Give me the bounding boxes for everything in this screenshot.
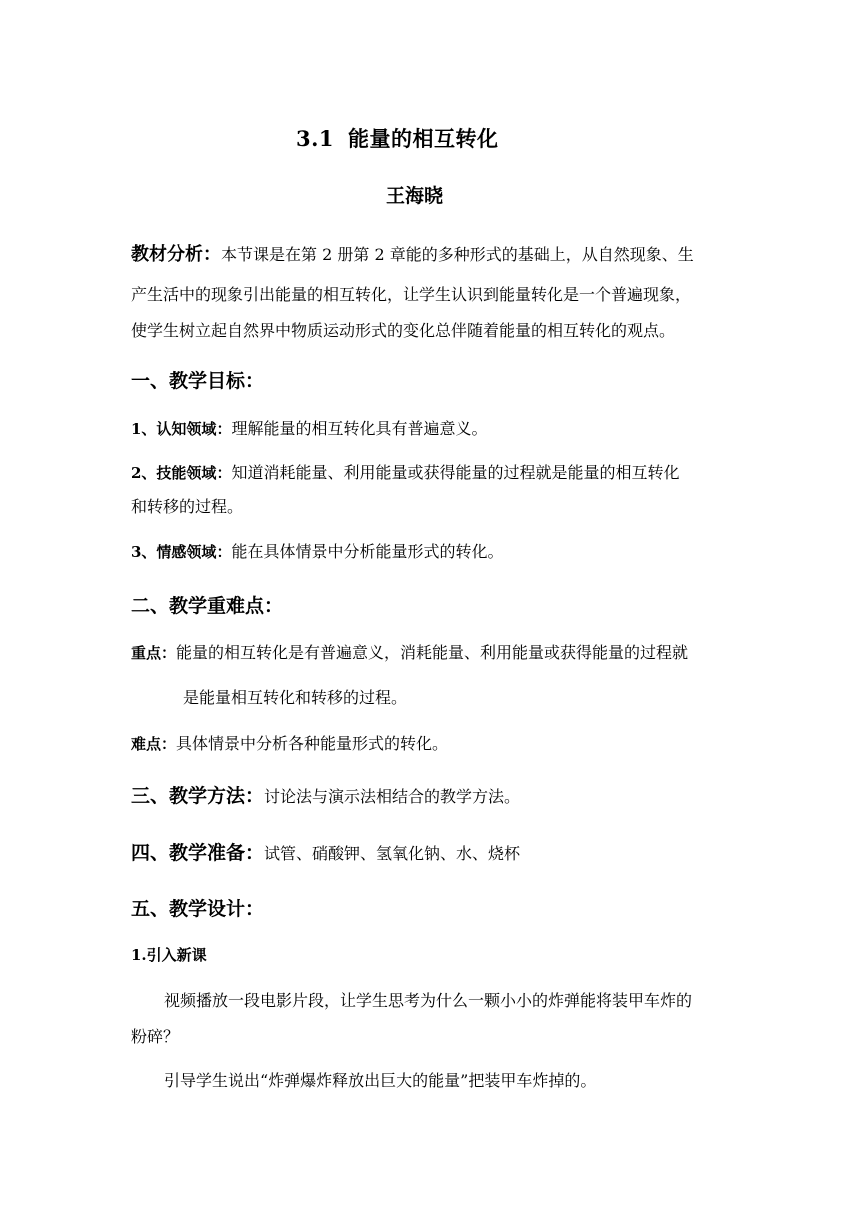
section-4-heading: 四、教学准备： [131, 842, 265, 864]
key-point-cont: 是能量相互转化和转移的过程。 [183, 688, 408, 707]
section-4-text: 试管、硝酸钾、氢氧化钠、水、烧杯 [264, 844, 521, 863]
difficult-point: 难点：具体情景中分析各种能量形式的转化。 [131, 734, 449, 753]
objective-item-1: 1、认知领域：理解能量的相互转化具有普遍意义。 [131, 419, 488, 438]
objective-item-2: 2、技能领域：知道消耗能量、利用能量或获得能量的过程就是能量的相互转化 [131, 463, 680, 482]
section-5-heading: 五、教学设计： [131, 898, 265, 920]
author-name: 王海晓 [386, 185, 444, 207]
section-2-heading: 二、教学重难点： [131, 595, 284, 617]
paragraph-1-line-2: 粉碎？ [131, 1027, 180, 1046]
paragraph-2: 引导学生说出“炸弹爆炸释放出巨大的能量”把装甲车炸掉的。 [164, 1071, 597, 1090]
section-4 [131, 838, 520, 865]
difficult-point-label: 难点： [131, 735, 177, 753]
section-3-text: 讨论法与演示法相结合的教学方法。 [264, 787, 521, 806]
section-3-heading: 三、教学方法： [131, 785, 265, 807]
title-text: 能量的相互转化 [348, 126, 499, 151]
paragraph-1-line-1: 视频播放一段电影片段，让学生思考为什么一颗小小的炸弹能将装甲车炸的 [164, 991, 693, 1010]
analysis-line-1: 教材分析：本节课是在第 2 册第 2 章能的多种形式的基础上，从自然现象、生 [131, 244, 694, 265]
title-number: 3.1 [296, 126, 335, 151]
objective-item-2-cont: 和转移的过程。 [131, 497, 244, 516]
key-point-label: 重点： [131, 644, 177, 662]
key-point: 重点：能量的相互转化是有普遍意义，消耗能量、利用能量或获得能量的过程就 [131, 643, 689, 662]
analysis-line-3: 使学生树立起自然界中物质运动形式的变化总伴随着能量的相互转化的观点。 [131, 321, 676, 340]
section-1-heading: 一、教学目标： [131, 370, 265, 392]
objective-item-3: 3、情感领域：能在具体情景中分析能量形式的转化。 [131, 542, 504, 561]
analysis-line-2: 产生活中的现象引出能量的相互转化，让学生认识到能量转化是一个普遍现象， [131, 285, 692, 304]
page-title [296, 123, 499, 153]
analysis-label: 教材分析： [131, 244, 221, 265]
subsection-intro: 1.引入新课 [131, 946, 207, 964]
section-3 [131, 781, 520, 808]
